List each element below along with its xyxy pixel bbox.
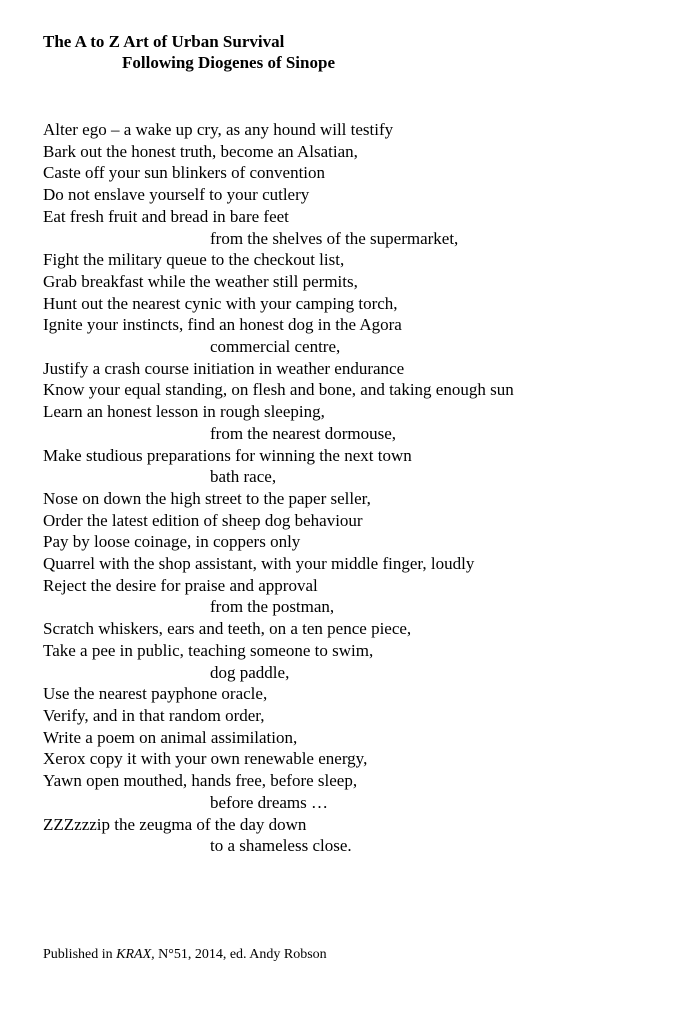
poem-line: Use the nearest payphone oracle, [43, 684, 268, 704]
poem-line: Ignite your instincts, find an honest dog in the Agora [43, 315, 402, 335]
poem-line-continuation: dog paddle, [210, 662, 290, 682]
poem-line-continuation: commercial centre, [210, 337, 341, 357]
poem-line: Nose on down the high street to the paper seller, [43, 488, 371, 508]
poem-line: ZZZzzzip the zeugma of the day down [43, 814, 307, 834]
poem-line: Verify, and in that random order, [43, 705, 265, 725]
poem-line: Bark out the honest truth, become an Alsatian, [43, 141, 358, 161]
publication-note [43, 946, 327, 964]
poem-line: Hunt out the nearest cynic with your camping torch, [43, 293, 398, 313]
publication-details: N°51, 2014, ed. Andy Robson [154, 947, 327, 962]
poem-line: Grab breakfast while the weather still permits, [43, 271, 358, 291]
poem-line-continuation: from the shelves of the supermarket, [210, 228, 459, 248]
poem-line: Alter ego – a wake up cry, as any hound will testify [43, 120, 394, 139]
poem-line: Caste off your sun blinkers of convention [43, 163, 326, 183]
poem-line: Justify a crash course initiation in weather endurance [43, 358, 405, 378]
poem-line-continuation: from the postman, [210, 597, 335, 617]
poem-line: Take a pee in public, teaching someone to swim, [43, 640, 374, 660]
poem-line: Order the latest edition of sheep dog behaviour [43, 510, 363, 530]
poem-title [43, 31, 335, 73]
poem-line: Fight the military queue to the checkout list, [43, 250, 345, 270]
poem-line-continuation: to a shameless close. [210, 836, 352, 856]
poem-line: Know your equal standing, on flesh and bone, and taking enough sun [43, 380, 514, 400]
title-line-2: Following Diogenes of Sinope [122, 53, 335, 72]
poem-line: Xerox copy it with your own renewable energy, [43, 749, 368, 769]
poem-line: Pay by loose coinage, in coppers only [43, 532, 301, 552]
poem-line-continuation: before dreams … [210, 792, 329, 812]
poem-body [43, 119, 673, 857]
journal-name: KRAX, [116, 947, 155, 962]
poem-line: Eat fresh fruit and bread in bare feet [43, 206, 289, 226]
poem-line: Scratch whiskers, ears and teeth, on a ten pence piece, [43, 619, 412, 639]
poem-line: Quarrel with the shop assistant, with your middle finger, loudly [43, 554, 475, 574]
poem-line-continuation: bath race, [210, 467, 277, 487]
poem-line-continuation: from the nearest dormouse, [210, 423, 396, 443]
poem-line: Do not enslave yourself to your cutlery [43, 185, 310, 205]
poem-line: Reject the desire for praise and approval [43, 575, 318, 595]
poem-line: Make studious preparations for winning the next town [43, 445, 412, 465]
poem-line: Learn an honest lesson in rough sleeping, [43, 402, 325, 422]
poem-line: Write a poem on animal assimilation, [43, 727, 298, 747]
poem-line: Yawn open mouthed, hands free, before sleep, [43, 771, 358, 791]
publication-prefix: Published in [43, 947, 117, 962]
title-line-1: The A to Z Art of Urban Survival [43, 32, 285, 51]
